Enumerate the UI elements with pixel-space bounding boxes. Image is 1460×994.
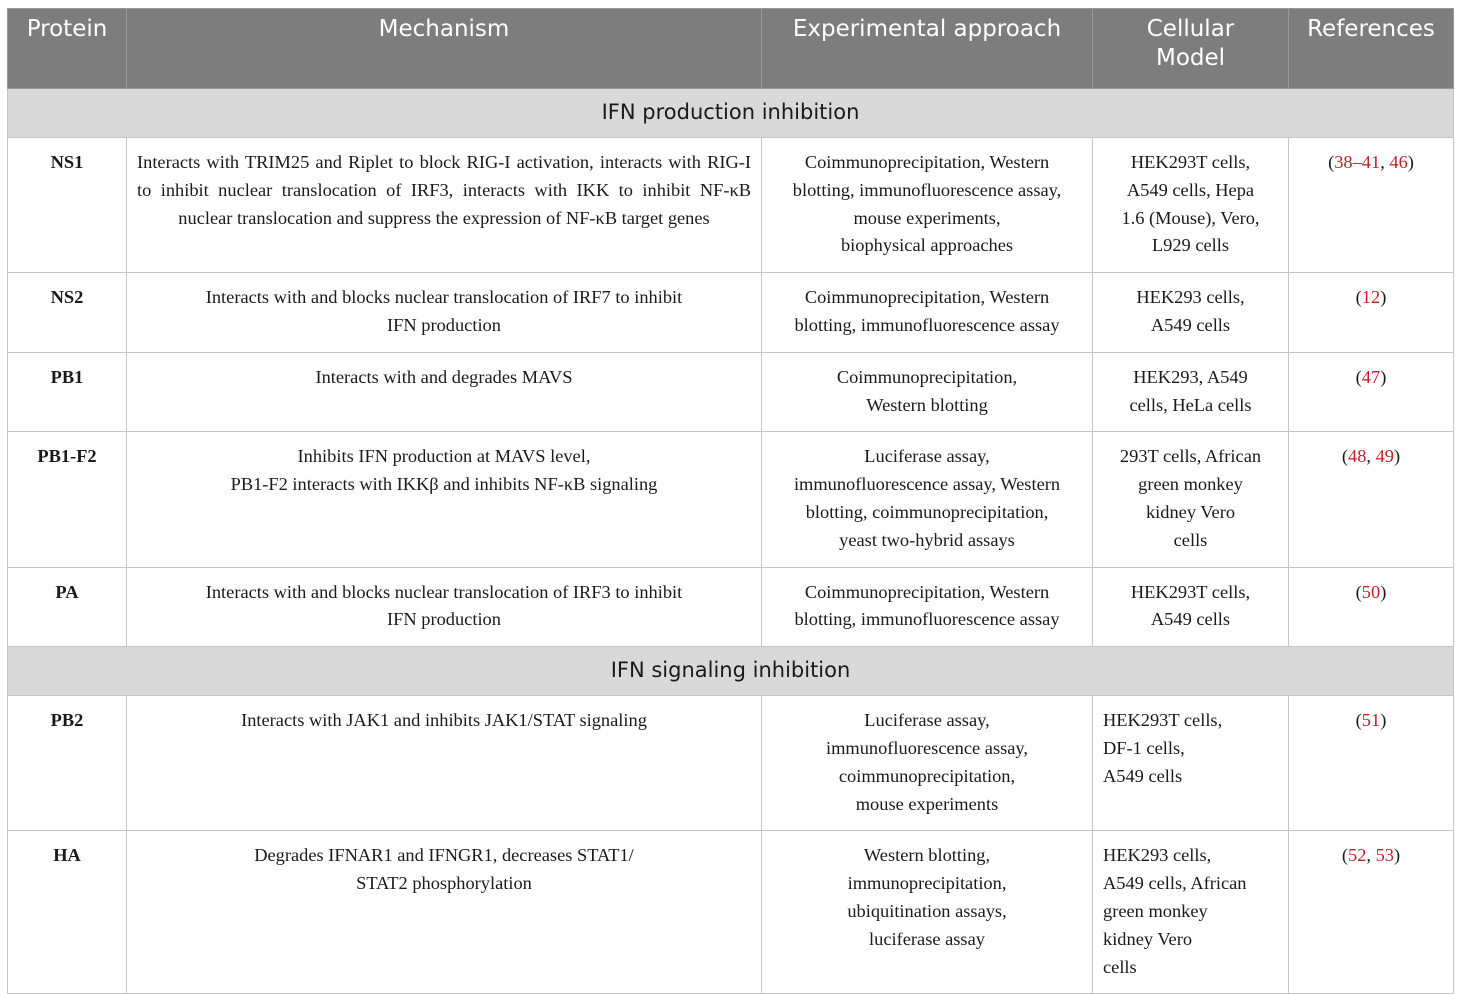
references-cell — [1289, 831, 1454, 994]
table-row — [8, 831, 1454, 994]
ref-separator: , — [1380, 152, 1390, 172]
approach-line: blotting, coimmunoprecipitation, — [805, 501, 1049, 522]
reference-link[interactable]: 38–41 — [1334, 152, 1381, 172]
cellular-model-cell — [1093, 138, 1289, 273]
cellular-model-cell — [1093, 273, 1289, 353]
mechanism-line: STAT2 phosphorylation — [356, 873, 532, 894]
header-mechanism: Mechanism — [127, 9, 762, 89]
cellular-model-line: kidney Vero — [1145, 501, 1236, 522]
cellular-model-line: 1.6 (Mouse), Vero, — [1121, 207, 1260, 228]
table-row — [8, 273, 1454, 353]
cellular-model-line: HEK293T cells, — [1103, 710, 1223, 731]
table-row — [8, 432, 1454, 567]
ref-close-paren: ) — [1380, 287, 1387, 308]
references-cell — [1289, 432, 1454, 567]
header-experimental-approach: Experimental approach — [762, 9, 1093, 89]
approach-line: mouse experiments — [855, 793, 999, 814]
mechanism-line: Interacts with and blocks nuclear translocation of IRF7 to inhibit — [205, 287, 683, 308]
cellular-model-line: A549 cells — [1150, 314, 1231, 335]
references-cell — [1289, 273, 1454, 353]
section-title: IFN signaling inhibition — [8, 647, 1454, 696]
reference-link[interactable]: 46 — [1389, 152, 1408, 172]
cellular-model-line: A549 cells, Hepa — [1126, 179, 1255, 200]
approach-cell — [762, 831, 1093, 994]
cellular-model-line: HEK293T cells, — [1130, 581, 1251, 602]
ref-close-paren: ) — [1393, 845, 1401, 866]
cellular-model-line: green monkey — [1138, 474, 1243, 495]
cellular-model-line: kidney Vero — [1103, 928, 1193, 949]
mechanism-line: IFN production — [387, 609, 501, 630]
approach-cell — [762, 352, 1093, 432]
table-row — [8, 696, 1454, 831]
mechanism-line: Interacts with and degrades MAVS — [315, 366, 573, 387]
approach-cell — [762, 567, 1093, 647]
cellular-model-line: HEK293, A549 — [1133, 366, 1248, 387]
table-body — [8, 89, 1454, 994]
ref-open-paren: ( — [1341, 845, 1348, 866]
approach-line: Coimmunoprecipitation, Western — [804, 581, 1050, 602]
table-row — [8, 352, 1454, 432]
reference-link[interactable]: 53 — [1375, 845, 1394, 866]
mechanism-line: Inhibits IFN production at MAVS level, — [297, 446, 591, 467]
approach-line: mouse experiments, — [853, 207, 1001, 228]
cellular-model-cell — [1093, 352, 1289, 432]
cellular-model-line: A549 cells — [1103, 765, 1183, 786]
cellular-model-line: cells, HeLa cells — [1129, 394, 1252, 415]
ref-close-paren: ) — [1407, 152, 1414, 172]
reference-link[interactable]: 48 — [1348, 446, 1367, 467]
header-references: References — [1289, 9, 1454, 89]
approach-line: luciferase assay — [869, 928, 985, 949]
approach-line: Coimmunoprecipitation, Western — [804, 287, 1050, 308]
ref-open-paren: ( — [1355, 287, 1362, 308]
mechanism-cell — [127, 352, 762, 432]
cellular-model-cell — [1093, 432, 1289, 567]
mechanism-cell — [127, 138, 762, 273]
approach-line: Coimmunoprecipitation, Western — [804, 152, 1050, 172]
header-row — [8, 9, 1454, 89]
approach-line: Western blotting, — [863, 845, 991, 866]
approach-line: yeast two-hybrid assays — [839, 529, 1015, 550]
cellular-model-line: A549 cells — [1150, 609, 1231, 630]
reference-link[interactable]: 50 — [1361, 581, 1381, 602]
section-title: IFN production inhibition — [8, 89, 1454, 138]
header-cellular-model-line2: Model — [1155, 45, 1226, 71]
table-row — [8, 138, 1454, 273]
references-cell — [1289, 567, 1454, 647]
header-protein: Protein — [8, 9, 127, 89]
approach-cell — [762, 273, 1093, 353]
cellular-model-line: A549 cells, African — [1103, 873, 1247, 894]
approach-cell — [762, 696, 1093, 831]
reference-link[interactable]: 47 — [1361, 366, 1381, 387]
reference-link[interactable]: 52 — [1348, 845, 1367, 866]
ref-close-paren: ) — [1380, 581, 1387, 602]
protein-cell: PB1 — [8, 352, 127, 432]
protein-cell: PB2 — [8, 696, 127, 831]
protein-cell: PB1-F2 — [8, 432, 127, 567]
protein-cell: NS1 — [8, 138, 127, 273]
mechanism-line: Interacts with JAK1 and inhibits JAK1/STAT signaling — [241, 710, 647, 731]
mechanism-cell — [127, 696, 762, 831]
cellular-model-line: HEK293 cells, — [1103, 845, 1212, 866]
approach-cell — [762, 138, 1093, 273]
cellular-model-line: HEK293T cells, — [1130, 152, 1251, 172]
ref-open-paren: ( — [1355, 710, 1362, 731]
approach-line: blotting, immunofluorescence assay — [794, 314, 1060, 335]
approach-line: ubiquitination assays, — [847, 900, 1007, 921]
header-cellular-model-line1: Cellular — [1146, 16, 1235, 42]
approach-line: blotting, immunofluorescence assay, — [792, 179, 1062, 200]
reference-link[interactable]: 12 — [1361, 287, 1381, 308]
mechanism-line: Degrades IFNAR1 and IFNGR1, decreases STAT1/ — [254, 845, 634, 866]
approach-cell — [762, 432, 1093, 567]
references-cell — [1289, 352, 1454, 432]
reference-link[interactable]: 51 — [1361, 710, 1381, 731]
approach-line: Luciferase assay, — [864, 710, 990, 731]
cellular-model-line: cells — [1173, 529, 1208, 550]
section-row — [8, 647, 1454, 696]
approach-line: Western blotting — [866, 394, 988, 415]
cellular-model-cell — [1093, 831, 1289, 994]
cellular-model-line: 293T cells, African — [1119, 446, 1262, 467]
ref-separator: , — [1366, 446, 1376, 467]
cellular-model-line: HEK293 cells, — [1136, 287, 1245, 308]
cellular-model-cell — [1093, 696, 1289, 831]
ref-open-paren: ( — [1341, 446, 1348, 467]
references-cell — [1289, 696, 1454, 831]
mechanism-cell — [127, 831, 762, 994]
ref-open-paren: ( — [1355, 366, 1362, 387]
approach-line: blotting, immunofluorescence assay — [794, 609, 1060, 630]
mechanism-cell — [127, 432, 762, 567]
cellular-model-line: green monkey — [1103, 900, 1208, 921]
approach-line: Coimmunoprecipitation, — [836, 366, 1018, 387]
mechanism-cell — [127, 567, 762, 647]
mechanism-line: IFN production — [387, 314, 501, 335]
references-cell — [1289, 138, 1454, 273]
protein-cell: NS2 — [8, 273, 127, 353]
ref-close-paren: ) — [1393, 446, 1401, 467]
ref-close-paren: ) — [1380, 710, 1387, 731]
ref-separator: , — [1366, 845, 1376, 866]
approach-line: Luciferase assay, — [864, 446, 990, 467]
approach-line: coimmunoprecipitation, — [838, 765, 1016, 786]
ref-close-paren: ) — [1380, 366, 1387, 387]
cellular-model-line: L929 cells — [1151, 235, 1230, 256]
header-cellular-model — [1093, 9, 1289, 89]
ref-open-paren: ( — [1328, 152, 1335, 172]
mechanism-line: Interacts with and blocks nuclear translocation of IRF3 to inhibit — [205, 581, 683, 602]
cellular-model-cell — [1093, 567, 1289, 647]
approach-line: biophysical approaches — [840, 235, 1014, 256]
table-row — [8, 567, 1454, 647]
ref-open-paren: ( — [1355, 581, 1362, 602]
protein-cell: PA — [8, 567, 127, 647]
mechanism-cell — [127, 273, 762, 353]
cellular-model-line: cells — [1103, 956, 1137, 977]
section-row — [8, 89, 1454, 138]
inhibition-table — [7, 8, 1454, 994]
protein-cell: HA — [8, 831, 127, 994]
reference-link[interactable]: 49 — [1375, 446, 1394, 467]
approach-line: immunoprecipitation, — [847, 873, 1007, 894]
approach-line: immunofluorescence assay, Western — [793, 474, 1061, 495]
mechanism-text: Interacts with TRIM25 and Riplet to block RIG-I activation, interacts with RIG-I to inhibit nuclear translocation of IRF3, interacts with IKK to inhibit NF-κB nuclear translocation and suppress the expression of NF-κB target genes — [137, 152, 751, 228]
cellular-model-line: DF-1 cells, — [1103, 737, 1185, 758]
approach-line: immunofluorescence assay, — [825, 737, 1029, 758]
mechanism-line: PB1-F2 interacts with IKKβ and inhibits NF-κB signaling — [230, 474, 658, 495]
